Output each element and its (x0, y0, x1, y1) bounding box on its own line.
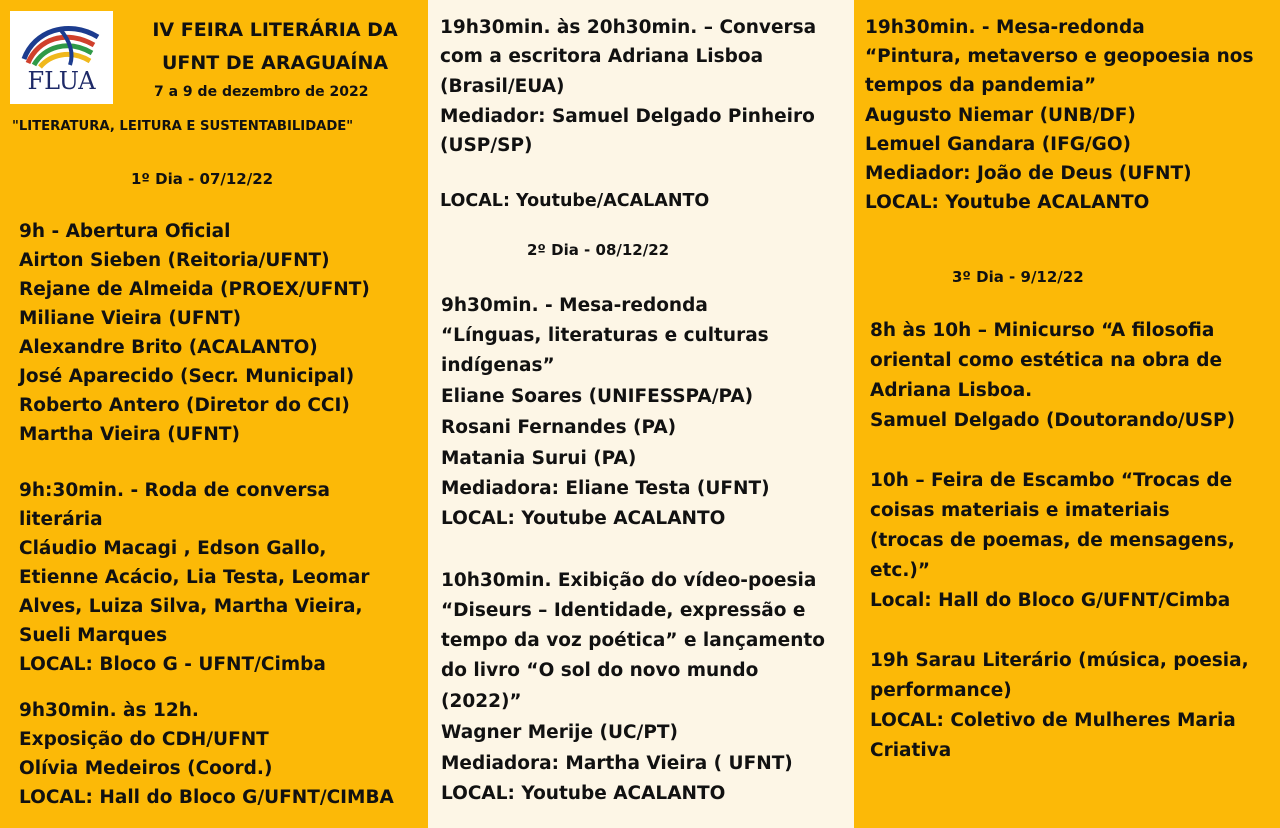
day2-event2-line: (2022)” (441, 691, 522, 712)
event-theme: "LITERATURA, LEITURA E SUSTENTABILIDADE" (12, 119, 354, 134)
day2-event2-line: 10h30min. Exibição do vídeo-poesia (441, 570, 817, 591)
day1-event2-line: 9h:30min. - Roda de conversa (19, 480, 330, 501)
day1-event1-line: 9h - Abertura Oficial (19, 221, 231, 242)
day3-event2-line: coisas materiais e imateriais (870, 500, 1170, 521)
day1-event3-line: Exposição do CDH/UFNT (19, 729, 269, 750)
day2-event1-line: 9h30min. - Mesa-redonda (441, 295, 708, 316)
day2-event3-line: 19h30min. - Mesa-redonda (865, 17, 1145, 38)
day3-event1-line: Samuel Delgado (Doutorando/USP) (870, 410, 1236, 431)
day1-event1-line: Miliane Vieira (UFNT) (19, 308, 242, 329)
day1-heading: 1º Dia - 07/12/22 (131, 170, 274, 188)
day1-event3-line: Olívia Medeiros (Coord.) (19, 758, 273, 779)
day1-event2-line: LOCAL: Bloco G - UFNT/Cimba (19, 654, 326, 675)
day2-event1-line: indígenas” (441, 355, 555, 376)
day1-event2-line: Etienne Acácio, Lia Testa, Leomar (19, 567, 370, 588)
day3-event1-line: oriental como estética na obra de (870, 350, 1223, 371)
day2-event2-line: “Diseurs – Identidade, expressão e (441, 600, 806, 621)
day1-event2-line: Sueli Marques (19, 625, 168, 646)
day1-event4-line: (USP/SP) (440, 135, 533, 156)
day2-event2-line: do livro “O sol do novo mundo (441, 660, 759, 681)
title-line-2: UFNT DE ARAGUAÍNA (161, 52, 389, 74)
day1-event1-line: José Aparecido (Secr. Municipal) (19, 366, 355, 387)
day1-event2-line: Alves, Luiza Silva, Martha Vieira, (19, 596, 363, 617)
day1-event1-line: Airton Sieben (Reitoria/UFNT) (19, 250, 330, 271)
day2-event3-line: Augusto Niemar (UNB/DF) (865, 105, 1136, 126)
day3-event2-line: Local: Hall do Bloco G/UFNT/Cimba (870, 590, 1231, 611)
day1-event1-line: Martha Vieira (UFNT) (19, 424, 240, 445)
day2-heading: 2º Dia - 08/12/22 (527, 241, 670, 259)
day2-event3-line: “Pintura, metaverso e geopoesia nos (865, 46, 1254, 67)
day1-event4-line: com a escritora Adriana Lisboa (440, 46, 764, 67)
flua-logo-swirl-icon (10, 11, 113, 71)
day2-event2-line: Wagner Merije (UC/PT) (441, 722, 678, 743)
day2-event2-line: Mediadora: Martha Vieira ( UFNT) (441, 753, 793, 774)
flua-logo (10, 11, 113, 104)
day2-event1-line: Mediadora: Eliane Testa (UFNT) (441, 478, 770, 499)
day1-event4-line: (Brasil/EUA) (440, 76, 565, 97)
logo-text: FLUA (27, 67, 96, 95)
day3-event3-line: Criativa (870, 740, 952, 761)
day2-event2-line: tempo da voz poética” e lançamento (441, 630, 825, 651)
day2-event3-line: tempos da pandemia” (865, 75, 1097, 96)
day3-event3-line: 19h Sarau Literário (música, poesia, (870, 650, 1249, 671)
day2-event1-line: Matania Surui (PA) (441, 448, 637, 469)
day2-event3-line: LOCAL: Youtube ACALANTO (865, 192, 1150, 213)
title-line-1: IV FEIRA LITERÁRIA DA (152, 19, 398, 41)
day1-event1-line: Roberto Antero (Diretor do CCI) (19, 395, 350, 416)
day3-event3-line: LOCAL: Coletivo de Mulheres Maria (870, 710, 1236, 731)
day1-event1-line: Rejane de Almeida (PROEX/UFNT) (19, 279, 370, 300)
event-dates: 7 a 9 de dezembro de 2022 (154, 84, 369, 100)
day3-event2-line: etc.)” (870, 560, 930, 581)
day2-event1-line: “Línguas, literaturas e culturas (441, 325, 769, 346)
day2-event1-line: LOCAL: Youtube ACALANTO (441, 508, 726, 529)
day2-event3-line: Lemuel Gandara (IFG/GO) (865, 134, 1132, 155)
day1-event3-line: 9h30min. às 12h. (19, 700, 199, 721)
day1-event1-line: Alexandre Brito (ACALANTO) (19, 337, 318, 358)
day1-event2-line: literária (19, 509, 103, 530)
day2-event3-line: Mediador: João de Deus (UFNT) (865, 163, 1192, 184)
day3-event3-line: performance) (870, 680, 1012, 701)
day3-event1-line: Adriana Lisboa. (870, 380, 1033, 401)
day1-event5-line: LOCAL: Youtube/ACALANTO (440, 191, 710, 211)
day2-event1-line: Eliane Soares (UNIFESSPA/PA) (441, 386, 754, 407)
day1-event4-line: Mediador: Samuel Delgado Pinheiro (440, 106, 815, 127)
day1-event2-line: Cláudio Macagi , Edson Gallo, (19, 538, 327, 559)
day2-event2-line: LOCAL: Youtube ACALANTO (441, 783, 726, 804)
day3-event1-line: 8h às 10h – Minicurso “A filosofia (870, 320, 1215, 341)
day2-event1-line: Rosani Fernandes (PA) (441, 417, 677, 438)
day3-event2-line: (trocas de poemas, de mensagens, (870, 530, 1235, 551)
day3-heading: 3º Dia - 9/12/22 (952, 268, 1084, 286)
day3-event2-line: 10h – Feira de Escambo “Trocas de (870, 470, 1233, 491)
day1-event3-line: LOCAL: Hall do Bloco G/UFNT/CIMBA (19, 787, 394, 808)
day1-event4-line: 19h30min. às 20h30min. – Conversa (440, 17, 817, 38)
